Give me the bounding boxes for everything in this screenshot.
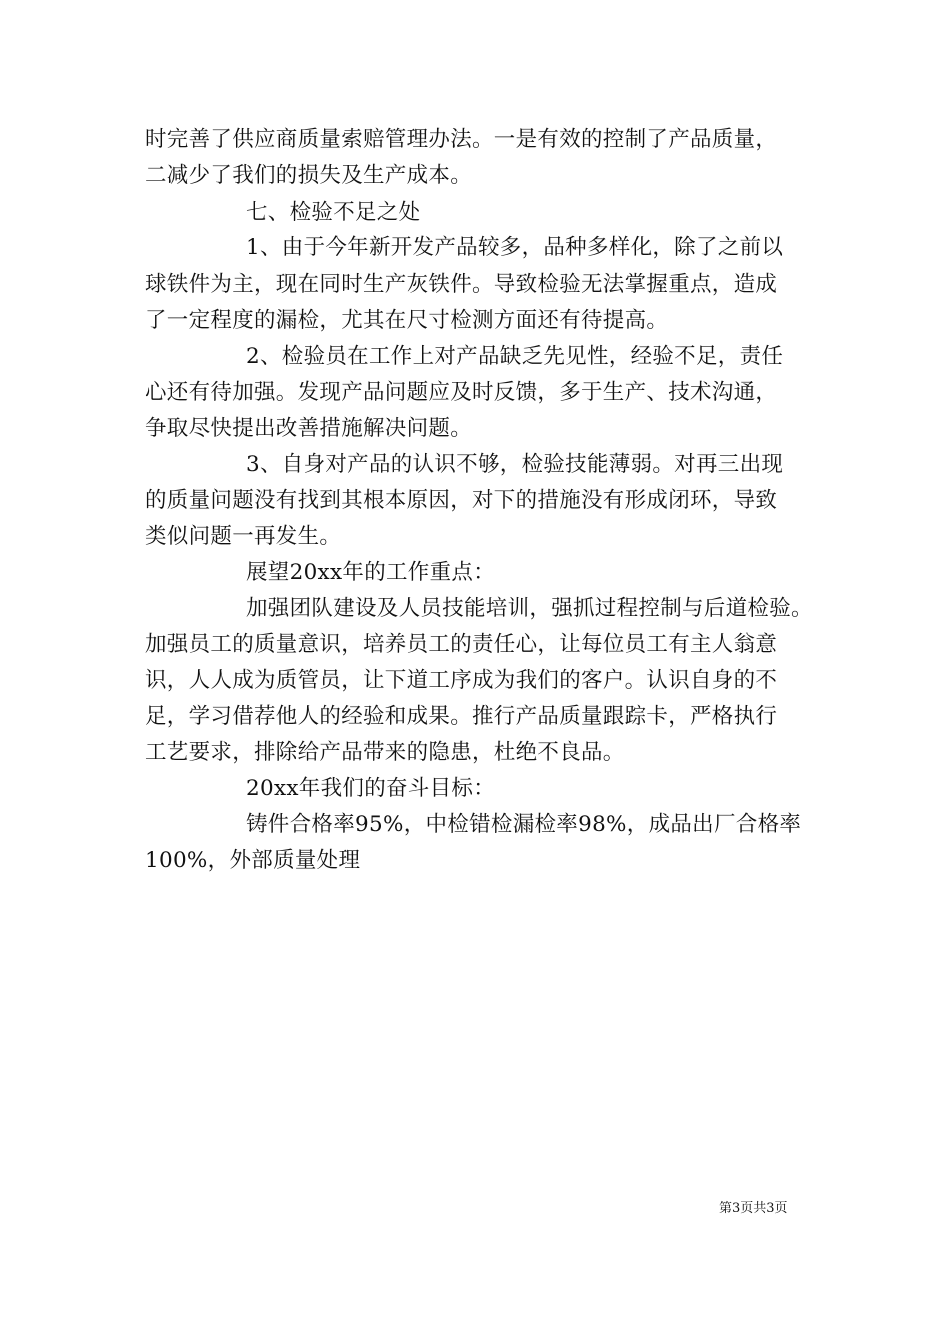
paragraph-line: 3、自身对产品的认识不够，检验技能薄弱。对再三出现 xyxy=(246,452,784,477)
page-number-footer: 第3页共3页 xyxy=(719,1201,788,1216)
paragraph-line: 1、由于今年新开发产品较多，品种多样化，除了之前以 xyxy=(246,235,784,260)
paragraph-line: 加强员工的质量意识，培养员工的责任心，让每位员工有主人翁意 xyxy=(145,632,778,657)
paragraph-line: 100%，外部质量处理 xyxy=(145,848,361,873)
paragraph-line: 类似问题一再发生。 xyxy=(145,524,342,549)
paragraph-line: 2、检验员在工作上对产品缺乏先见性，经验不足，责任 xyxy=(246,344,784,369)
paragraph-line: 工艺要求，排除给产品带来的隐患，杜绝不良品。 xyxy=(145,740,625,765)
paragraph-line: 的质量问题没有找到其根本原因，对下的措施没有形成闭环，导致 xyxy=(145,488,778,513)
paragraph-line: 心还有待加强。发现产品问题应及时反馈，多于生产、技术沟通， xyxy=(145,380,778,405)
paragraph-line: 了一定程度的漏检，尤其在尺寸检测方面还有待提高。 xyxy=(145,308,669,333)
paragraph-line: 加强团队建设及人员技能培训，强抓过程控制与后道检验。 xyxy=(246,596,813,621)
section-heading: 20xx年我们的奋斗目标： xyxy=(246,776,496,801)
section-heading: 七、检验不足之处 xyxy=(246,200,421,225)
paragraph-line: 争取尽快提出改善措施解决问题。 xyxy=(145,416,473,441)
paragraph-line: 二减少了我们的损失及生产成本。 xyxy=(145,163,473,188)
paragraph-line: 球铁件为主，现在同时生产灰铁件。导致检验无法掌握重点，造成 xyxy=(145,272,778,297)
section-heading: 展望20xx年的工作重点： xyxy=(246,560,496,585)
paragraph-line: 铸件合格率95%，中检错检漏检率98%，成品出厂合格率 xyxy=(246,812,802,837)
paragraph-line: 识，人人成为质管员，让下道工序成为我们的客户。认识自身的不 xyxy=(145,668,778,693)
paragraph-line: 足，学习借荐他人的经验和成果。推行产品质量跟踪卡，严格执行 xyxy=(145,704,778,729)
paragraph-line: 时完善了供应商质量索赔管理办法。一是有效的控制了产品质量， xyxy=(145,127,778,152)
